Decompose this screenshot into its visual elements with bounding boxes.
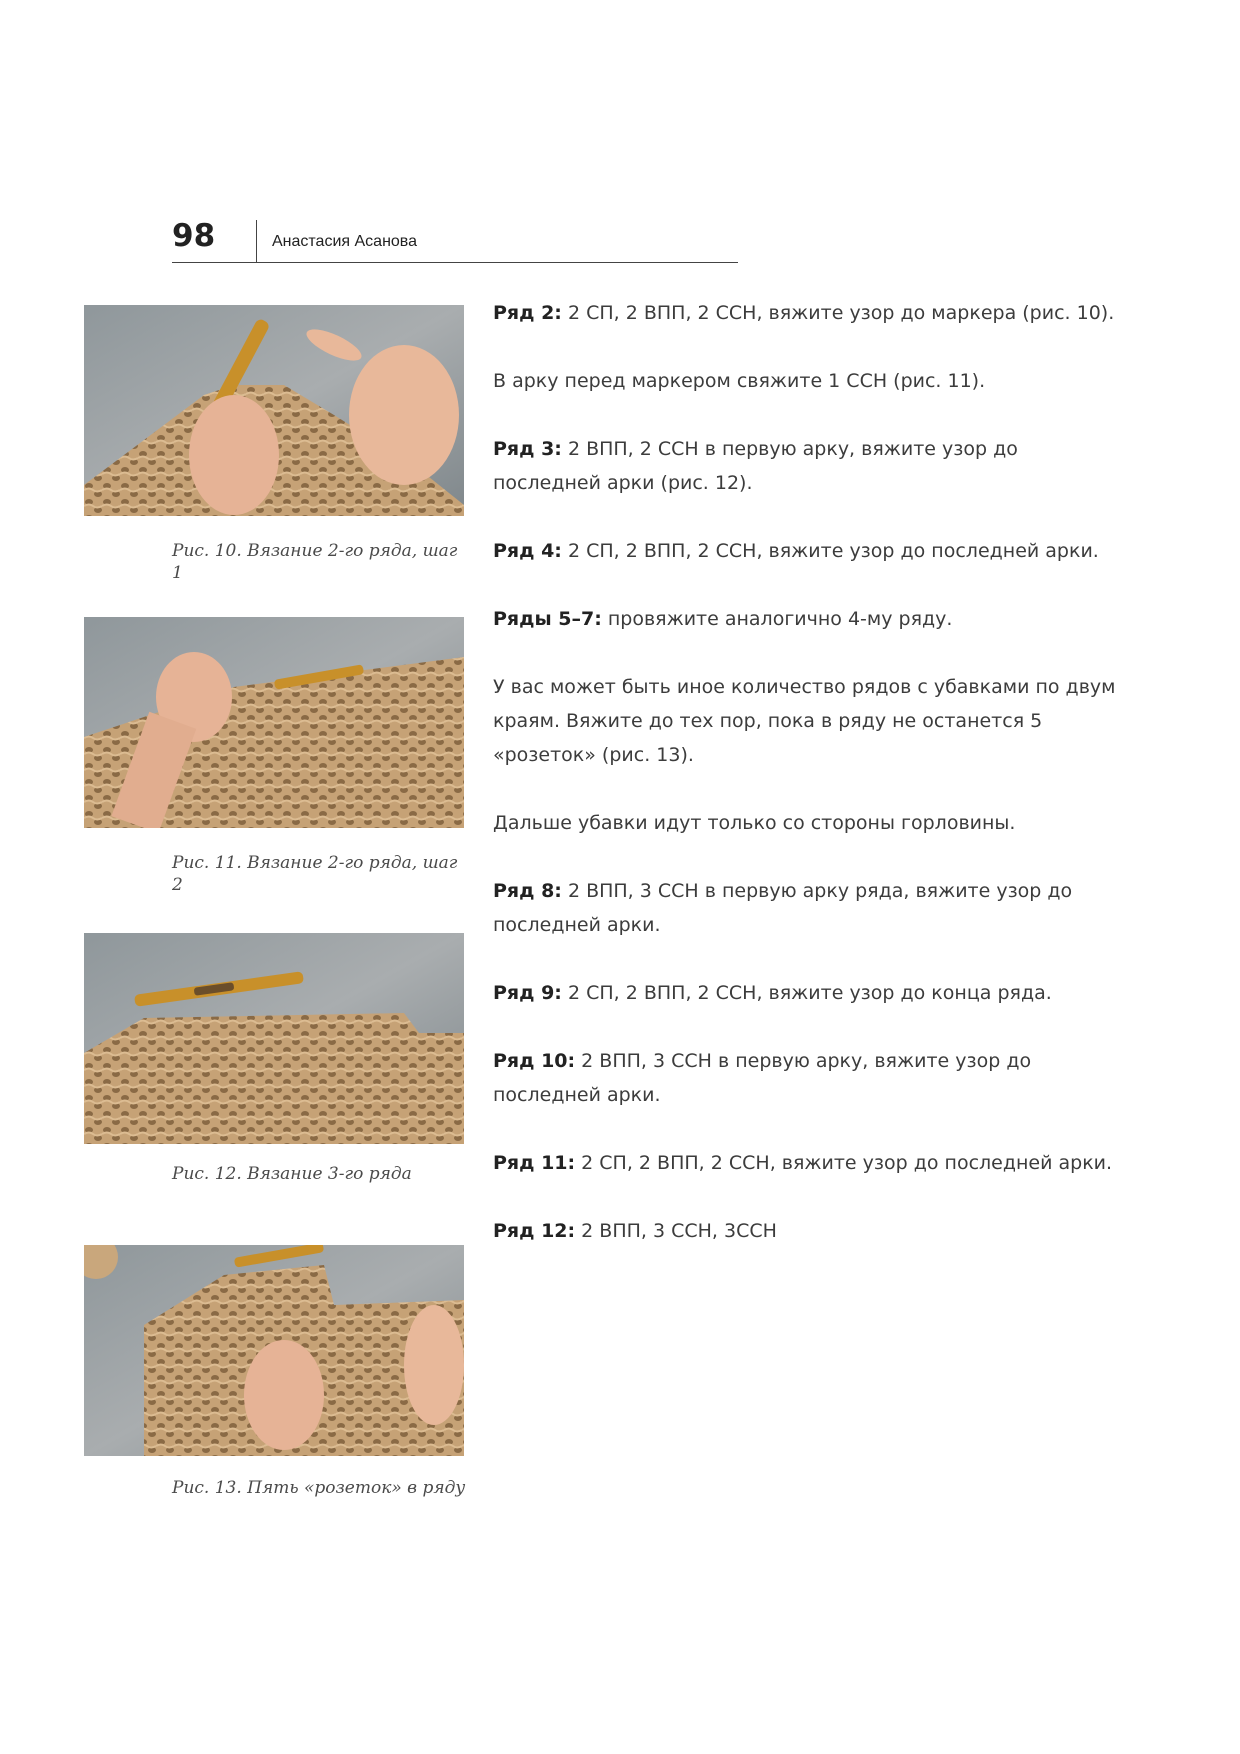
figure-11-photo bbox=[84, 617, 464, 828]
instruction-text: 2 СП, 2 ВПП, 2 ССН, вяжите узор до последней арки. bbox=[561, 540, 1099, 562]
header-divider bbox=[256, 220, 257, 262]
row-label: Ряд 12: bbox=[493, 1220, 576, 1242]
instruction-paragraph bbox=[493, 1214, 1123, 1248]
page-number: 98 bbox=[172, 218, 216, 254]
figure-12-photo bbox=[84, 933, 464, 1144]
row-label: Ряд 4: bbox=[493, 540, 562, 562]
instruction-text: Дальше убавки идут только со стороны горловины. bbox=[493, 812, 1016, 834]
figure-10-photo bbox=[84, 305, 464, 516]
instruction-paragraph bbox=[493, 806, 1123, 840]
row-label: Ряд 8: bbox=[493, 880, 562, 902]
instruction-text: 2 ВПП, 3 ССН в первую арку, вяжите узор до последней арки. bbox=[493, 1050, 1032, 1106]
instruction-text: 2 СП, 2 ВПП, 2 ССН, вяжите узор до конца ряда. bbox=[561, 982, 1052, 1004]
row-label: Ряд 10: bbox=[493, 1050, 576, 1072]
instruction-paragraph bbox=[493, 602, 1123, 636]
instructions-column bbox=[493, 296, 1123, 1282]
instruction-paragraph bbox=[493, 364, 1123, 398]
instruction-text: У вас может быть иное количество рядов с убавками по двум краям. Вяжите до тех пор, пока в ряду не останется 5 «розеток» (рис. 13). bbox=[493, 676, 1116, 766]
header-rule bbox=[172, 262, 738, 263]
instruction-text: В арку перед маркером свяжите 1 ССН (рис. 11). bbox=[493, 370, 986, 392]
figure-11-caption: Рис. 11. Вязание 2-го ряда, шаг 2 bbox=[172, 853, 458, 895]
instruction-paragraph bbox=[493, 296, 1123, 330]
instruction-paragraph bbox=[493, 432, 1123, 500]
instruction-text: 2 СП, 2 ВПП, 2 ССН, вяжите узор до последней арки. bbox=[575, 1152, 1113, 1174]
row-label: Ряд 3: bbox=[493, 438, 562, 460]
instruction-paragraph bbox=[493, 1146, 1123, 1180]
instruction-text: 2 СП, 2 ВПП, 2 ССН, вяжите узор до маркера (рис. 10). bbox=[561, 302, 1115, 324]
instruction-paragraph bbox=[493, 534, 1123, 568]
instruction-paragraph bbox=[493, 670, 1123, 772]
instruction-paragraph bbox=[493, 976, 1123, 1010]
figure-13-photo bbox=[84, 1245, 464, 1456]
figure-10-caption: Рис. 10. Вязание 2-го ряда, шаг 1 bbox=[172, 541, 458, 583]
figure-13-caption: Рис. 13. Пять «розеток» в ряду bbox=[172, 1478, 466, 1498]
row-label: Ряд 9: bbox=[493, 982, 562, 1004]
instruction-text: 2 ВПП, 3 ССН, 3ССН bbox=[575, 1220, 777, 1242]
instruction-text: 2 ВПП, 3 ССН в первую арку ряда, вяжите узор до последней арки. bbox=[493, 880, 1073, 936]
row-label: Ряд 11: bbox=[493, 1152, 576, 1174]
instruction-text: провяжите аналогично 4-му ряду. bbox=[601, 608, 953, 630]
instruction-paragraph bbox=[493, 874, 1123, 942]
instruction-paragraph bbox=[493, 1044, 1123, 1112]
row-label: Ряд 2: bbox=[493, 302, 562, 324]
instruction-text: 2 ВПП, 2 ССН в первую арку, вяжите узор до последней арки (рис. 12). bbox=[493, 438, 1018, 494]
figure-12-caption: Рис. 12. Вязание 3-го ряда bbox=[172, 1164, 412, 1184]
row-label: Ряды 5–7: bbox=[493, 608, 602, 630]
author-name: Анастасия Асанова bbox=[272, 233, 418, 250]
